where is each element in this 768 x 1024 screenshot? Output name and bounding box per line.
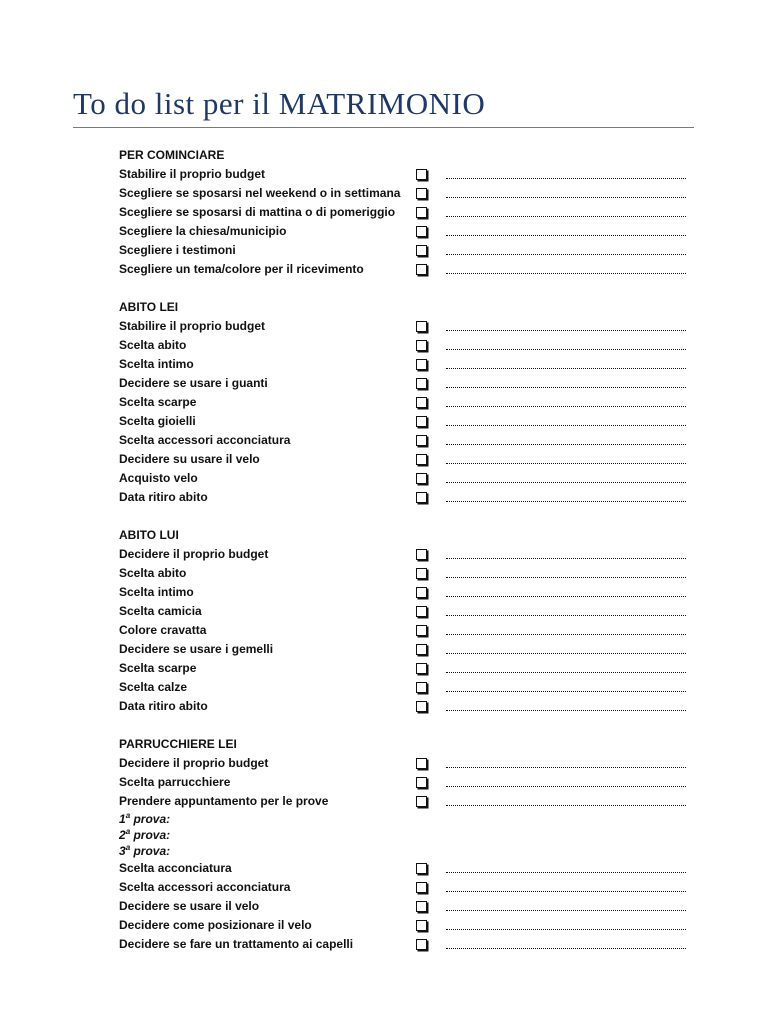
prova-suffix: a [125, 843, 131, 852]
checklist-item [119, 222, 694, 241]
dotted-line [446, 349, 686, 350]
checklist-item [119, 659, 694, 678]
checklist-item [119, 640, 694, 659]
checklist-item [119, 393, 694, 412]
checklist-item [119, 583, 694, 602]
item-label: Decidere su usare il velo [119, 452, 260, 466]
checklist-item [119, 241, 694, 260]
checklist-item [119, 336, 694, 355]
checklist-item [119, 469, 694, 488]
section-heading: ABITO LUI [119, 528, 179, 542]
checkbox-icon[interactable] [416, 901, 427, 912]
checkbox-icon[interactable] [416, 473, 427, 484]
checklist-item [119, 260, 694, 279]
item-label: Scelta parrucchiere [119, 775, 231, 789]
dotted-line [446, 872, 686, 873]
checkbox-icon[interactable] [416, 701, 427, 712]
checkbox-icon[interactable] [416, 359, 427, 370]
dotted-line [446, 558, 686, 559]
dotted-line [446, 463, 686, 464]
dotted-line [446, 929, 686, 930]
item-label: Stabilire il proprio budget [119, 167, 266, 181]
checkbox-icon[interactable] [416, 863, 427, 874]
section-spacer [119, 507, 694, 526]
item-label: Scelta intimo [119, 585, 194, 599]
checkbox-icon[interactable] [416, 226, 427, 237]
dotted-line [446, 482, 686, 483]
dotted-line [446, 444, 686, 445]
checkbox-icon[interactable] [416, 939, 427, 950]
dotted-line [446, 387, 686, 388]
checklist [119, 146, 694, 954]
dotted-line [446, 235, 686, 236]
checkbox-icon[interactable] [416, 606, 427, 617]
item-label: Data ritiro abito [119, 490, 208, 504]
checklist-item [119, 859, 694, 878]
item-label: Scelta accessori acconciatura [119, 433, 291, 447]
dotted-line [446, 501, 686, 502]
item-label: Scelta scarpe [119, 395, 197, 409]
checkbox-icon[interactable] [416, 245, 427, 256]
item-label: Scelta calze [119, 680, 188, 694]
checklist-item [119, 431, 694, 450]
checklist-item [119, 935, 694, 954]
dotted-line [446, 330, 686, 331]
item-label: Decidere il proprio budget [119, 547, 269, 561]
title-divider [73, 127, 694, 128]
prova-number: 2 [119, 828, 126, 842]
checkbox-icon[interactable] [416, 644, 427, 655]
prova-label: prova: [130, 828, 171, 842]
checkbox-icon[interactable] [416, 568, 427, 579]
prova-subitem [119, 843, 694, 859]
checkbox-icon[interactable] [416, 435, 427, 446]
item-label: Scegliere se sposarsi nel weekend o in settimana [119, 186, 401, 200]
checkbox-icon[interactable] [416, 416, 427, 427]
checkbox-icon[interactable] [416, 169, 427, 180]
item-label: Scelta gioielli [119, 414, 196, 428]
checkbox-icon[interactable] [416, 682, 427, 693]
item-label: Decidere il proprio budget [119, 756, 269, 770]
checkbox-icon[interactable] [416, 207, 427, 218]
item-label: Decidere se fare un trattamento ai capelli [119, 937, 354, 951]
dotted-line [446, 891, 686, 892]
prova-subitem [119, 811, 694, 827]
checkbox-icon[interactable] [416, 663, 427, 674]
checkbox-icon[interactable] [416, 882, 427, 893]
checklist-item [119, 564, 694, 583]
item-label: Scegliere se sposarsi di mattina o di pomeriggio [119, 205, 396, 219]
item-label: Decidere se usare il velo [119, 899, 260, 913]
section-spacer [119, 716, 694, 735]
dotted-line [446, 691, 686, 692]
dotted-line [446, 948, 686, 949]
prova-suffix: a [125, 827, 131, 836]
dotted-line [446, 596, 686, 597]
checklist-item [119, 450, 694, 469]
checkbox-icon[interactable] [416, 397, 427, 408]
item-label: Colore cravatta [119, 623, 207, 637]
checkbox-icon[interactable] [416, 777, 427, 788]
prova-label: prova: [130, 812, 171, 826]
dotted-line [446, 805, 686, 806]
item-label: Decidere se usare i guanti [119, 376, 268, 390]
section-heading: PARRUCCHIERE LEI [119, 737, 237, 751]
checklist-item [119, 754, 694, 773]
item-label: Scelta acconciatura [119, 861, 232, 875]
checklist-item [119, 792, 694, 811]
checkbox-icon[interactable] [416, 758, 427, 769]
dotted-line [446, 216, 686, 217]
dotted-line [446, 786, 686, 787]
dotted-line [446, 767, 686, 768]
dotted-line [446, 577, 686, 578]
checklist-item [119, 897, 694, 916]
prova-subitem [119, 827, 694, 843]
checklist-item [119, 488, 694, 507]
item-label: Data ritiro abito [119, 699, 208, 713]
prova-number: 3 [119, 844, 126, 858]
checkbox-icon[interactable] [416, 920, 427, 931]
checkbox-icon[interactable] [416, 454, 427, 465]
section-heading: PER COMINCIARE [119, 148, 225, 162]
checkbox-icon[interactable] [416, 378, 427, 389]
dotted-line [446, 273, 686, 274]
checklist-item [119, 374, 694, 393]
item-label: Prendere appuntamento per le prove [119, 794, 329, 808]
dotted-line [446, 910, 686, 911]
dotted-line [446, 615, 686, 616]
checkbox-icon[interactable] [416, 340, 427, 351]
dotted-line [446, 425, 686, 426]
checkbox-icon[interactable] [416, 587, 427, 598]
checkbox-icon[interactable] [416, 264, 427, 275]
checklist-item [119, 545, 694, 564]
dotted-line [446, 368, 686, 369]
item-label: Scelta accessori acconciatura [119, 880, 291, 894]
dotted-line [446, 653, 686, 654]
prova-label: prova: [130, 844, 171, 858]
section-spacer [119, 279, 694, 298]
checklist-item [119, 773, 694, 792]
page-title: To do list per il MATRIMONIO [73, 86, 486, 121]
item-label: Decidere come posizionare il velo [119, 918, 312, 932]
prova-number: 1 [119, 812, 126, 826]
item-label: Acquisto velo [119, 471, 198, 485]
checklist-item [119, 184, 694, 203]
item-label: Scegliere i testimoni [119, 243, 236, 257]
checkbox-icon[interactable] [416, 549, 427, 560]
checklist-item [119, 602, 694, 621]
dotted-line [446, 197, 686, 198]
item-label: Scegliere un tema/colore per il ricevimento [119, 262, 364, 276]
checklist-item [119, 203, 694, 222]
item-label: Decidere se usare i gemelli [119, 642, 274, 656]
item-label: Stabilire il proprio budget [119, 319, 266, 333]
checkbox-icon[interactable] [416, 796, 427, 807]
checklist-item [119, 412, 694, 431]
checklist-item [119, 165, 694, 184]
checklist-item [119, 678, 694, 697]
item-label: Scelta camicia [119, 604, 202, 618]
dotted-line [446, 406, 686, 407]
checklist-item [119, 916, 694, 935]
item-label: Scegliere la chiesa/municipio [119, 224, 287, 238]
dotted-line [446, 178, 686, 179]
checkbox-icon[interactable] [416, 492, 427, 503]
item-label: Scelta scarpe [119, 661, 197, 675]
checklist-item [119, 355, 694, 374]
prova-suffix: a [125, 811, 131, 820]
dotted-line [446, 634, 686, 635]
section-heading: ABITO LEI [119, 300, 179, 314]
checkbox-icon[interactable] [416, 188, 427, 199]
dotted-line [446, 710, 686, 711]
item-label: Scelta abito [119, 566, 187, 580]
item-label: Scelta abito [119, 338, 187, 352]
checklist-item [119, 317, 694, 336]
checklist-item [119, 697, 694, 716]
checkbox-icon[interactable] [416, 321, 427, 332]
dotted-line [446, 672, 686, 673]
checklist-item [119, 621, 694, 640]
dotted-line [446, 254, 686, 255]
checklist-item [119, 878, 694, 897]
item-label: Scelta intimo [119, 357, 194, 371]
checkbox-icon[interactable] [416, 625, 427, 636]
